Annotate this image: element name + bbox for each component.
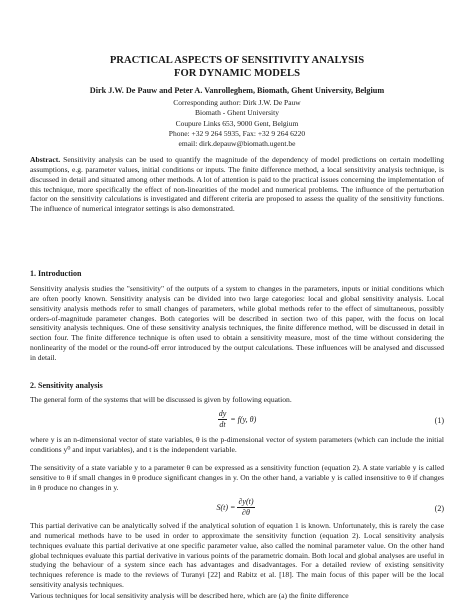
sensitivity-intro-paragraph: The general form of the systems that will be discussed is given by following equation. [30,395,292,404]
sensitivity-definition-paragraph: The sensitivity of a state variable y to a parameter θ can be expressed as a sensitivity function (equation 2). A state variable y is called sensitive to θ if small changes in θ produce significant changes in y. On the other hand, a variable y is called insensitive to θ if changes in θ produce no changes in y. [30,463,444,492]
eq1-fraction [218,409,228,430]
eq2-denominator: ∂θ [242,508,250,517]
abstract-label: Abstract. [30,155,61,164]
email: email: dirk.depauw@biomath.ugent.be [178,139,296,149]
eq1-rhs: = f(y, θ) [230,415,257,424]
section-heading-introduction: 1. Introduction [30,269,82,278]
local-techniques-paragraph: Various techniques for local sensitivity analysis will be described here, which are (a) the finite difference [30,591,349,600]
abstract [30,155,444,214]
equation-1 [30,409,444,431]
corresponding-author: Corresponding author: Dirk J.W. De Pauw [173,98,301,107]
contact-block [60,98,414,149]
eq1-numerator: dy [218,409,227,418]
address: Coupure Links 653, 9000 Gent, Belgium [175,118,299,128]
author-list: Dirk J.W. De Pauw and Peter A. Vanrolleghem, Biomath, Ghent University, Belgium [89,86,385,95]
title-line-1: PRACTICAL ASPECTS OF SENSITIVITY ANALYSIS [109,55,365,66]
equation-1-explanation: where y is an n-dimensional vector of state variables, θ is the p-dimensional vector of system parameters (which can include the initial conditions y⁰ and input variables), and t is the independent variable. [30,435,444,454]
section-heading-sensitivity-analysis: 2. Sensitivity analysis [30,381,103,390]
eq2-number: (2) [434,504,444,513]
phone-fax: Phone: +32 9 264 5935, Fax: +32 9 264 6220 [168,128,306,138]
introduction-paragraph: Sensitivity analysis studies the "sensitivity" of the outputs of a system to changes in the parameters, inputs or initial conditions which are often poorly known. Sensitivity analysis can be divided into two large categories: local and global sensitivity analysis. Local sensitivity analysis methods refer to small changes of parameters, while global methods refer to the effect of simultaneous, possibly orders-of-magnitude parameter changes. Both categories will be described in section two of this paper, with the focus on local sensitivity analysis techniques. One of these sensitivity analysis techniques, the finite difference method, will be discussed in detail in section four. The finite difference technique is often used to obtain a sensitivity measure, most of the time without considering the nonlinearity of the model or the round-off error introduced by the output calculations. These influences will be analysed and discussed in detail. [30,284,444,362]
equation-2 [30,497,444,519]
paper-title [60,54,414,80]
eq1-denominator: dt [219,420,226,429]
partial-derivative-paragraph: This partial derivative can be analytically solved if the analytical solution of equation 1 is known. Unfortunately, this is rarely the case and numerical methods have to be used in order to approximate the sensitivity function (equation 2). Local sensitivity analysis techniques evaluate this partial derivative at one specific parameter value, also called the nominal parameter value. On the other hand global techniques evaluate this partial derivative in various points of the parametric domain. Both local and global analyses are useful in studying the behaviour of a system since each has advantages and disadvantages. For a detailed review of existing sensitivity techniques reference is made to the reviews of Turanyi [22] and Rabitz et al. [18]. The main focus of this paper will be the local sensitivity analysis techniques. [30,521,444,590]
eq1-number: (1) [434,416,444,425]
eq2-fraction [237,497,254,518]
eq2-numerator: ∂y(t) [238,497,254,506]
affiliation: Biomath - Ghent University [195,108,279,118]
title-line-2: FOR DYNAMIC MODELS [174,68,300,79]
eq2-lhs: S(t) = [216,503,236,512]
abstract-text: Sensitivity analysis can be used to quantify the magnitude of the dependency of model predictions on certain modelling assumptions, e.g. parameter values, initial conditions or inputs. The finite difference method, a local sensitivity analysis technique, is discussed in detail and situated among other methods. A lot of attention is paid to the practical issues concerning the implementation of this technique, more specifically the effect of non-linearities of the model and numerical problems. The influence of the perturbation factor on the sensitivity calculations is investigated and different criteria are proposed to assess the quality of the sensitivity functions. The influence of numerical integrator settings is also demonstrated. [30,155,444,214]
